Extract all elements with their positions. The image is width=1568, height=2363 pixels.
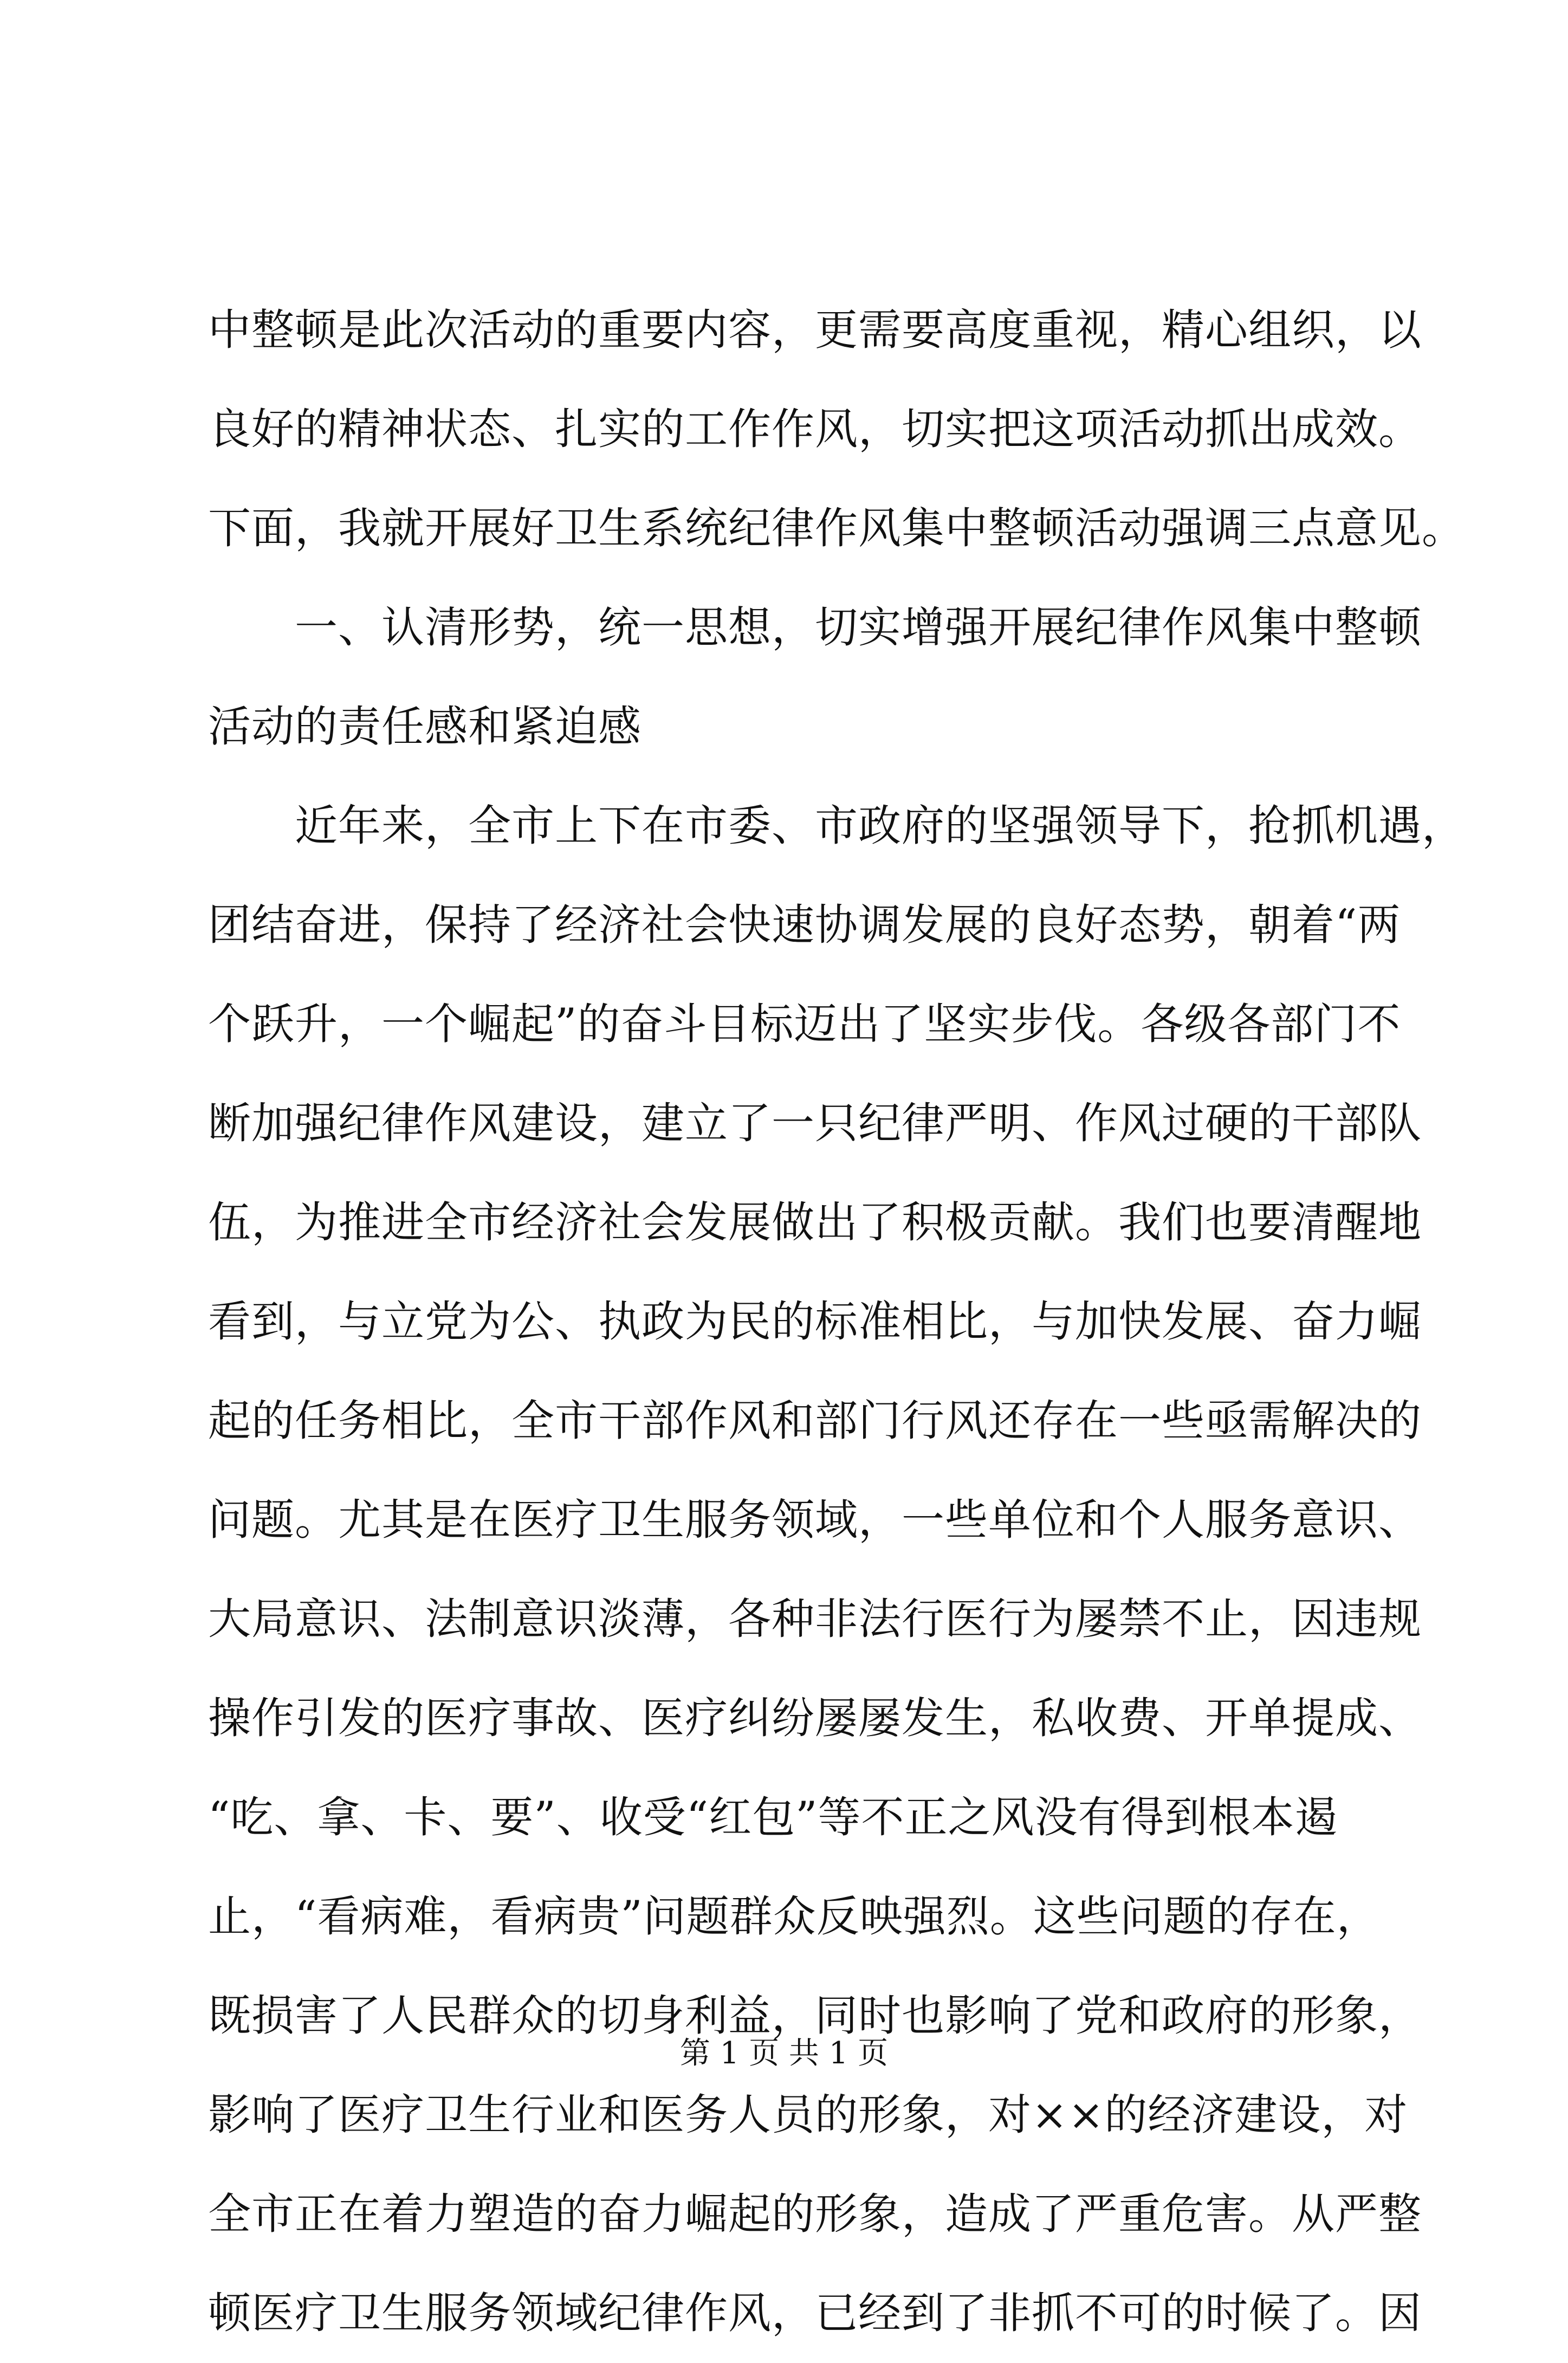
text-line: 中整顿是此次活动的重要内容，更需要高度重视，精心组织，以 — [208, 305, 1422, 355]
text-line: 顿医疗卫生服务领域纪律作风，已经到了非抓不可的时候了。因 — [208, 2288, 1422, 2338]
text-line: 问题。尤其是在医疗卫生服务领域，一些单位和个人服务意识、 — [208, 1495, 1422, 1545]
text-line: 既损害了人民群众的切身利益，同时也影响了党和政府的形象， — [208, 1991, 1422, 2041]
text-line: “吃、拿、卡、要”、收受“红包”等不正之风没有得到根本遏 — [208, 1792, 1338, 1842]
text-line: 操作引发的医疗事故、医疗纠纷屡屡发生，私收费、开单提成、 — [208, 1693, 1422, 1743]
text-line: 看到，与立党为公、执政为民的标准相比，与加快发展、奋力崛 — [208, 1297, 1422, 1346]
text-line: 伍，为推进全市经济社会发展做出了积极贡献。我们也要清醒地 — [208, 1197, 1422, 1247]
page-number-label: 第 1 页 共 1 页 — [679, 2036, 889, 2071]
text-line: 大局意识、法制意识淡薄，各种非法行医行为屡禁不止，因违规 — [208, 1594, 1422, 1644]
text-line: 起的任务相比，全市干部作风和部门行风还存在一些亟需解决的 — [208, 1396, 1422, 1446]
section-heading-line: 一、认清形势，统一思想，切实增强开展纪律作风集中整顿 — [208, 603, 1422, 652]
text-line: 断加强纪律作风建设，建立了一只纪律严明、作风过硬的干部队 — [208, 1098, 1422, 1148]
text-line: 止，“看病难，看病贵”问题群众反映强烈。这些问题的存在， — [208, 1892, 1380, 1941]
text-line: 良好的精神状态、扎实的工作作风，切实把这项活动抓出成效。 — [208, 404, 1422, 454]
text-line: 个跃升，一个崛起”的奋斗目标迈出了坚实步伐。各级各部门不 — [208, 999, 1401, 1049]
text-line: 近年来，全市上下在市委、市政府的坚强领导下，抢抓机遇， — [208, 801, 1465, 851]
text-line: 下面，我就开展好卫生系统纪律作风集中整顿活动强调三点意见。 — [208, 503, 1465, 553]
text-line: 影响了医疗卫生行业和医务人员的形象，对××的经济建设，对 — [208, 2090, 1408, 2140]
text-line: 团结奋进，保持了经济社会快速协调发展的良好态势，朝着“两 — [208, 900, 1401, 950]
section-heading-line: 活动的责任感和紧迫感 — [208, 702, 642, 752]
page-footer — [0, 2032, 1568, 2075]
text-line: 全市正在着力塑造的奋力崛起的形象，造成了严重危害。从严整 — [208, 2189, 1422, 2239]
